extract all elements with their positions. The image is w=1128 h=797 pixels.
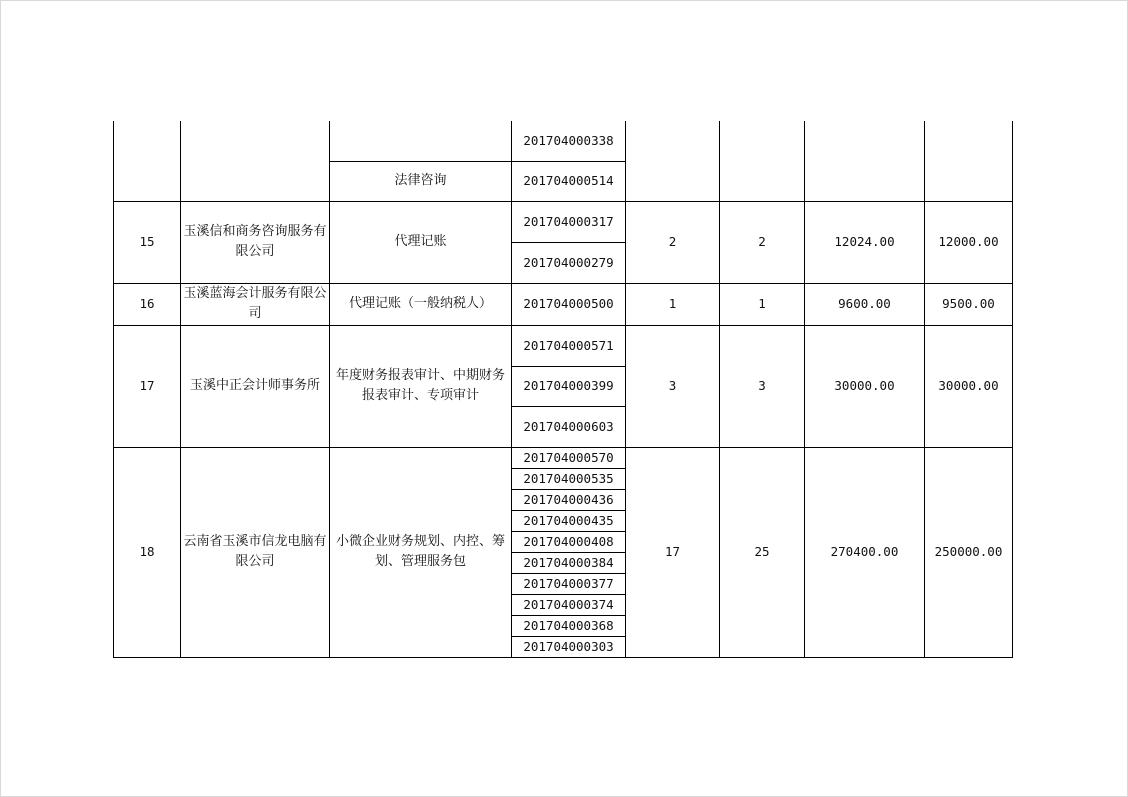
cell-count-a: 3	[626, 325, 720, 447]
cell-service	[330, 121, 512, 161]
cell-no	[114, 121, 181, 201]
cell-code: 201704000408	[512, 531, 626, 552]
cell-count-b: 1	[720, 283, 805, 325]
cell-code: 201704000317	[512, 201, 626, 242]
cell-count-b: 3	[720, 325, 805, 447]
cell-no: 17	[114, 325, 181, 447]
cell-service: 年度财务报表审计、中期财务报表审计、专项审计	[330, 325, 512, 447]
cell-company	[181, 121, 330, 201]
table-row	[114, 201, 1013, 242]
cell-count-a: 17	[626, 447, 720, 657]
cell-service: 代理记账	[330, 201, 512, 283]
cell-amount-b: 250000.00	[925, 447, 1013, 657]
cell-amount-a: 9600.00	[805, 283, 925, 325]
cell-code: 201704000571	[512, 325, 626, 366]
cell-code: 201704000514	[512, 161, 626, 201]
cell-code: 201704000279	[512, 242, 626, 283]
cell-code: 201704000603	[512, 406, 626, 447]
cell-count-b: 25	[720, 447, 805, 657]
cell-count-a: 1	[626, 283, 720, 325]
cell-code: 201704000570	[512, 447, 626, 468]
table-row	[114, 121, 1013, 161]
cell-count-a: 2	[626, 201, 720, 283]
cell-code: 201704000368	[512, 615, 626, 636]
cell-company: 玉溪信和商务咨询服务有限公司	[181, 201, 330, 283]
cell-no: 18	[114, 447, 181, 657]
cell-company: 玉溪蓝海会计服务有限公司	[181, 283, 330, 325]
cell-code: 201704000535	[512, 468, 626, 489]
cell-amount-b: 9500.00	[925, 283, 1013, 325]
table-row	[114, 325, 1013, 366]
cell-amount-b: 30000.00	[925, 325, 1013, 447]
cell-company: 云南省玉溪市信龙电脑有限公司	[181, 447, 330, 657]
cell-service: 小微企业财务规划、内控、筹划、管理服务包	[330, 447, 512, 657]
cell-code: 201704000436	[512, 489, 626, 510]
cell-code: 201704000303	[512, 636, 626, 657]
cell-amount-b	[925, 121, 1013, 201]
cell-code: 201704000399	[512, 366, 626, 406]
cell-code: 201704000338	[512, 121, 626, 161]
cell-code: 201704000374	[512, 594, 626, 615]
cell-amount-a: 12024.00	[805, 201, 925, 283]
cell-count-a	[626, 121, 720, 201]
cell-company: 玉溪中正会计师事务所	[181, 325, 330, 447]
cell-code: 201704000435	[512, 510, 626, 531]
cell-amount-a: 30000.00	[805, 325, 925, 447]
cell-amount-a	[805, 121, 925, 201]
cell-no: 15	[114, 201, 181, 283]
service-contract-table	[113, 121, 1013, 658]
cell-code: 201704000377	[512, 573, 626, 594]
cell-no: 16	[114, 283, 181, 325]
table-row	[114, 447, 1013, 468]
cell-code: 201704000384	[512, 552, 626, 573]
cell-amount-b: 12000.00	[925, 201, 1013, 283]
cell-amount-a: 270400.00	[805, 447, 925, 657]
cell-code: 201704000500	[512, 283, 626, 325]
table-row	[114, 283, 1013, 325]
cell-count-b	[720, 121, 805, 201]
cell-service: 代理记账（一般纳税人）	[330, 283, 512, 325]
cell-count-b: 2	[720, 201, 805, 283]
cell-service: 法律咨询	[330, 161, 512, 201]
